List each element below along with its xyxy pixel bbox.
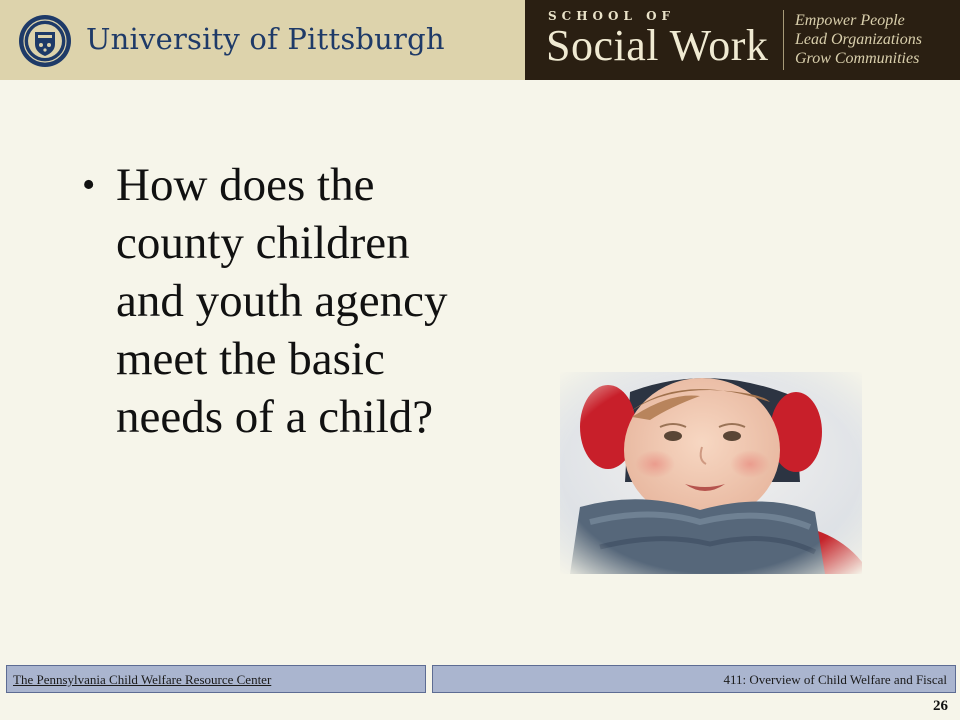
school-tagline bbox=[795, 11, 922, 68]
footer-organization bbox=[6, 665, 426, 693]
footer-organization-text: The Pennsylvania Child Welfare Resource Center bbox=[13, 672, 272, 687]
tagline-line: Lead Organizations bbox=[795, 31, 922, 48]
slide-header bbox=[0, 0, 960, 80]
bullet-icon: • bbox=[82, 164, 96, 206]
slide-content bbox=[82, 156, 482, 446]
university-name: University of Pittsburgh bbox=[86, 22, 445, 56]
university-seal-icon bbox=[18, 14, 72, 68]
header-divider bbox=[783, 10, 784, 70]
tagline-line: Empower People bbox=[795, 12, 905, 29]
school-label-big: Social Work bbox=[546, 21, 769, 70]
page-number: 26 bbox=[933, 698, 948, 714]
child-photo-image bbox=[560, 372, 862, 574]
university-banner bbox=[0, 0, 525, 80]
bullet-text: How does the county children and youth agency meet the basic needs of a child? bbox=[116, 159, 448, 443]
tagline-line: Grow Communities bbox=[795, 50, 920, 67]
footer-course-text: 411: Overview of Child Welfare and Fiscal bbox=[723, 672, 947, 687]
bullet-item bbox=[82, 156, 482, 446]
child-photo bbox=[560, 372, 862, 574]
footer-course bbox=[432, 665, 956, 693]
school-label-small: SCHOOL OF bbox=[548, 9, 676, 23]
